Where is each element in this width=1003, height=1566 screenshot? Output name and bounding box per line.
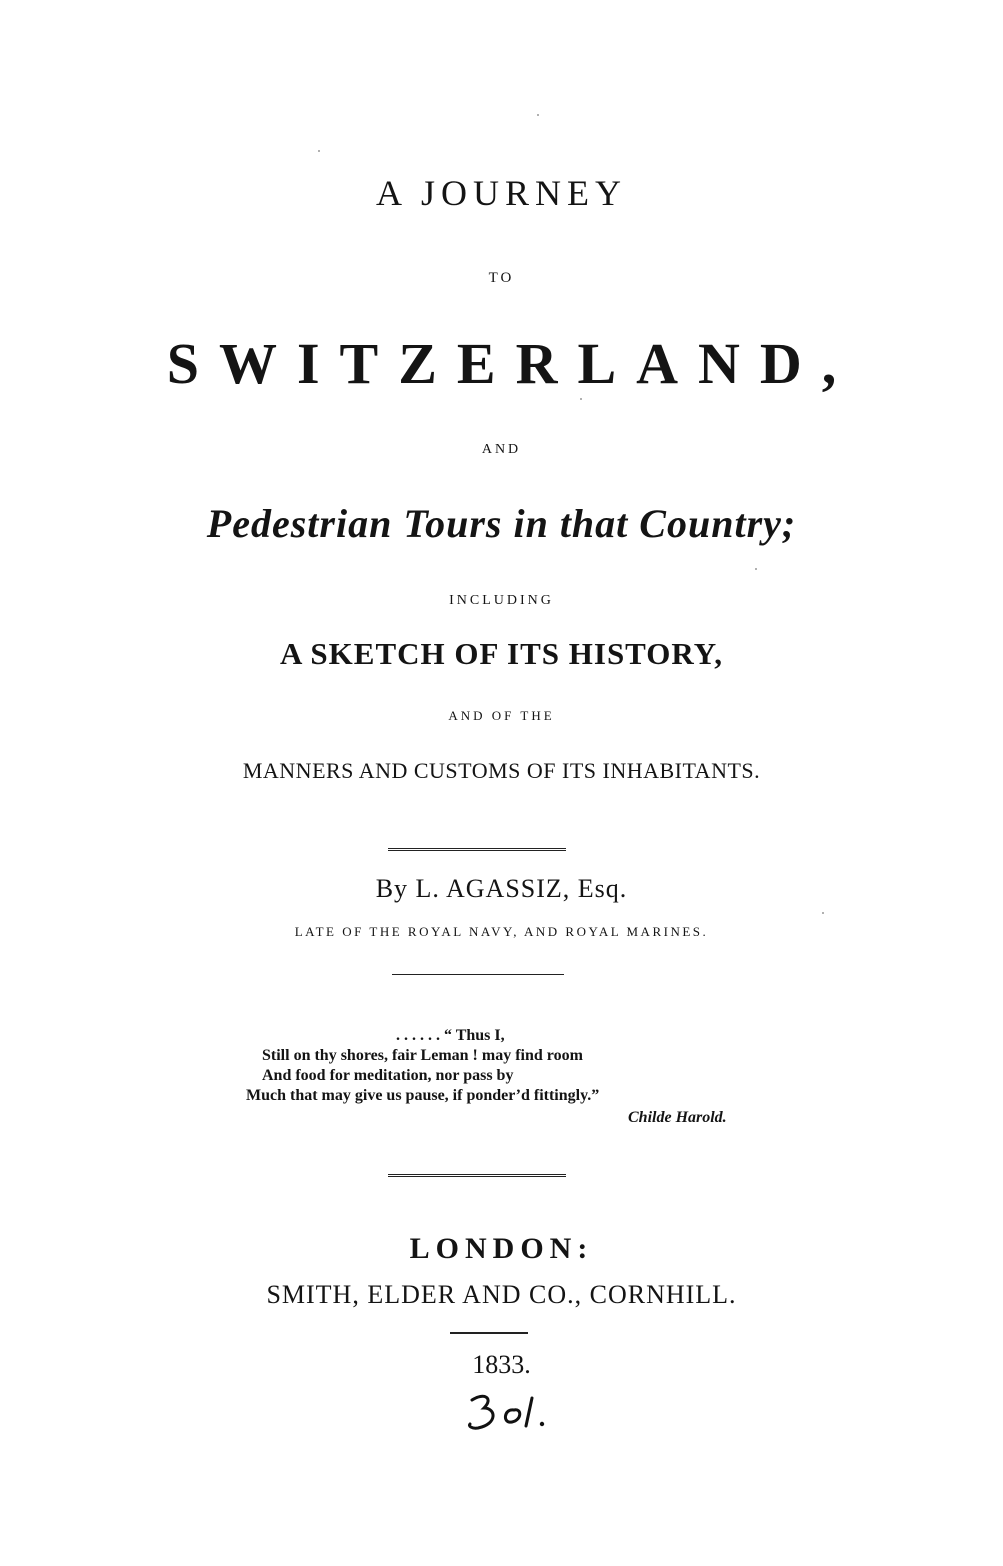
paper-speck: [580, 398, 582, 400]
paper-speck: [755, 568, 757, 570]
paper-speck: [318, 150, 320, 152]
author-line: By L. AGASSIZ, Esq.: [375, 874, 628, 903]
title-country: SWITZERLAND,: [166, 331, 857, 396]
title-line-and: AND: [481, 442, 522, 457]
subtitle-blackletter: Pedestrian Tours in that Country;: [206, 501, 797, 546]
divider-rule: [392, 974, 564, 975]
paper-speck: [537, 114, 539, 116]
epigraph-line: Still on thy shores, fair Leman ! may find room: [262, 1047, 583, 1064]
title-line-to: TO: [488, 270, 515, 286]
manners-line: MANNERS AND CUSTOMS OF ITS INHABITANTS.: [242, 758, 761, 783]
divider-rule: [388, 1174, 566, 1177]
divider-rule: [388, 848, 566, 851]
epigraph-line: Much that may give us pause, if ponder’d fittingly.”: [246, 1087, 600, 1104]
publisher-line: SMITH, ELDER AND CO., CORNHILL.: [266, 1280, 737, 1309]
epigraph-attribution: Childe Harold.: [628, 1109, 727, 1126]
epigraph-line: . . . . . . “ Thus I,: [396, 1027, 505, 1044]
handwritten-number: [464, 1388, 564, 1438]
publication-year: 1833.: [472, 1350, 531, 1379]
title-line-journey: A JOURNEY: [375, 173, 627, 213]
and-of-the-label: AND OF THE: [448, 708, 555, 723]
publication-place: LONDON:: [409, 1232, 594, 1265]
sketch-line: A SKETCH OF ITS HISTORY,: [280, 636, 723, 671]
author-note: LATE OF THE ROYAL NAVY, AND ROYAL MARINES.: [294, 924, 709, 939]
epigraph-line: And food for meditation, nor pass by: [262, 1067, 514, 1084]
paper-speck: [822, 912, 824, 914]
including-label: INCLUDING: [449, 593, 554, 608]
divider-rule: [450, 1332, 528, 1334]
